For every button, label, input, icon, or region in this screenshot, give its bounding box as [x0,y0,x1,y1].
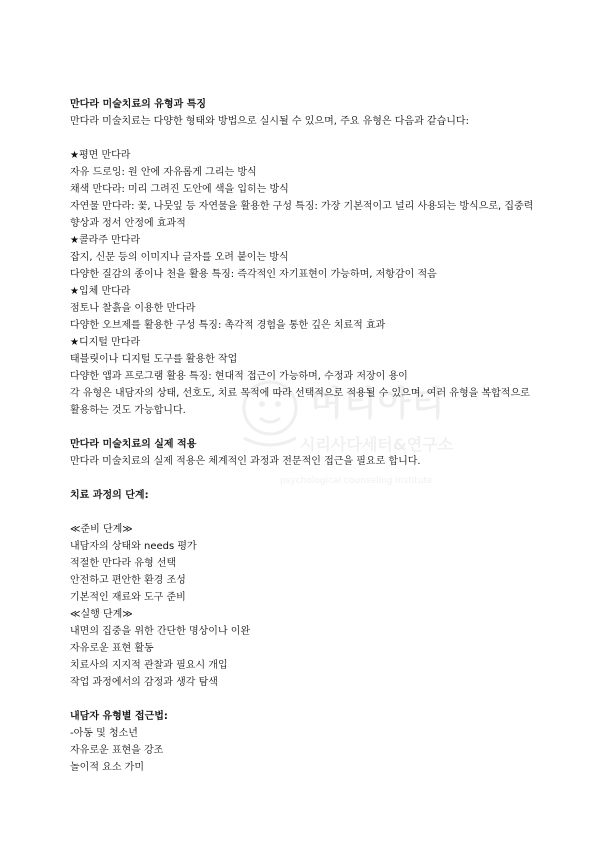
section-title-application: 만다라 미술치료의 실제 적용 [70,439,197,450]
section-title-process: 치료 과정의 단계: [70,490,149,501]
section-title-types: 만다라 미술치료의 유형과 특징 [70,99,207,110]
stage-item: 치료사의 지지적 관찰과 필요시 개입 [70,660,228,671]
client-type-item: 놀이적 요소 가미 [70,762,144,773]
stage-heading-prep: ≪준비 단계≫ [70,524,133,535]
type-heading-3d: ★입체 만다라 [70,286,131,297]
client-type-item: -아동 및 청소년 [70,728,138,739]
type-heading-collage: ★콜라주 만다라 [70,235,141,246]
stage-item: 적절한 만다라 유형 선택 [70,558,177,569]
type-item: 잡지, 신문 등의 이미지나 글자를 오려 붙이는 방식 [70,252,289,263]
type-item: 다양한 앱과 프로그램 활용 특징: 현대적 접근이 가능하며, 수정과 저장이 용이 [70,371,408,382]
section-title-client-types: 내담자 유형별 접근법: [70,711,168,722]
document-body [70,96,540,776]
stage-item: 작업 과정에서의 감정과 생각 탐색 [70,677,218,688]
watermark-tagline: psychological counseling institute [280,476,433,486]
type-item: 채색 만다라: 미리 그려진 도안에 색을 입히는 방식 [70,184,289,195]
type-item: 자유 드로잉: 원 안에 자유롭게 그리는 방식 [70,167,257,178]
stage-item: 내면의 집중을 위한 간단한 명상이나 이완 [70,626,251,637]
stage-heading-exec: ≪실행 단계≫ [70,609,133,620]
type-item: 태블릿이나 디지털 도구를 활용한 작업 [70,354,238,365]
type-heading-digital: ★디지털 만다라 [70,337,141,348]
type-heading-flat: ★평면 만다라 [70,150,131,161]
stage-item: 안전하고 편안한 환경 조성 [70,575,186,586]
type-item: 자연물 만다라: 꽃, 나뭇잎 등 자연물을 활용한 구성 특징: 가장 기본적이고 널리 사용되는 방식으로, 집중력 향상과 정서 안정에 효과적 [70,201,534,229]
application-intro: 만다라 미술치료의 실제 적용은 체계적인 과정과 전문적인 접근을 필요로 합니다. [70,456,421,467]
types-summary: 각 유형은 내담자의 상태, 선호도, 치료 목적에 따라 선택적으로 적용될 수 있으며, 여러 유형을 복합적으로 활용하는 것도 가능합니다. [70,388,530,416]
client-type-item: 자유로운 표현을 강조 [70,745,164,756]
type-item: 다양한 질감의 종이나 천을 활용 특징: 즉각적인 자기표현이 가능하며, 저항감이 적음 [70,269,437,280]
watermark-subtitle: 시리사다세터&연구소 [300,435,454,454]
type-item: 점토나 찰흙을 이용한 만다라 [70,303,196,314]
stage-item: 내담자의 상태와 needs 평가 [70,541,197,552]
stage-item: 자유로운 표현 활동 [70,643,154,654]
stage-item: 기본적인 재료와 도구 준비 [70,592,186,603]
types-intro: 만다라 미술치료는 다양한 형태와 방법으로 실시될 수 있으며, 주요 유형은 다음과 같습니다: [70,116,469,127]
type-item: 다양한 오브제를 활용한 구성 특징: 촉각적 경험을 통한 깊은 치료적 효과 [70,320,386,331]
watermark-title: 며티아티 [310,384,446,424]
